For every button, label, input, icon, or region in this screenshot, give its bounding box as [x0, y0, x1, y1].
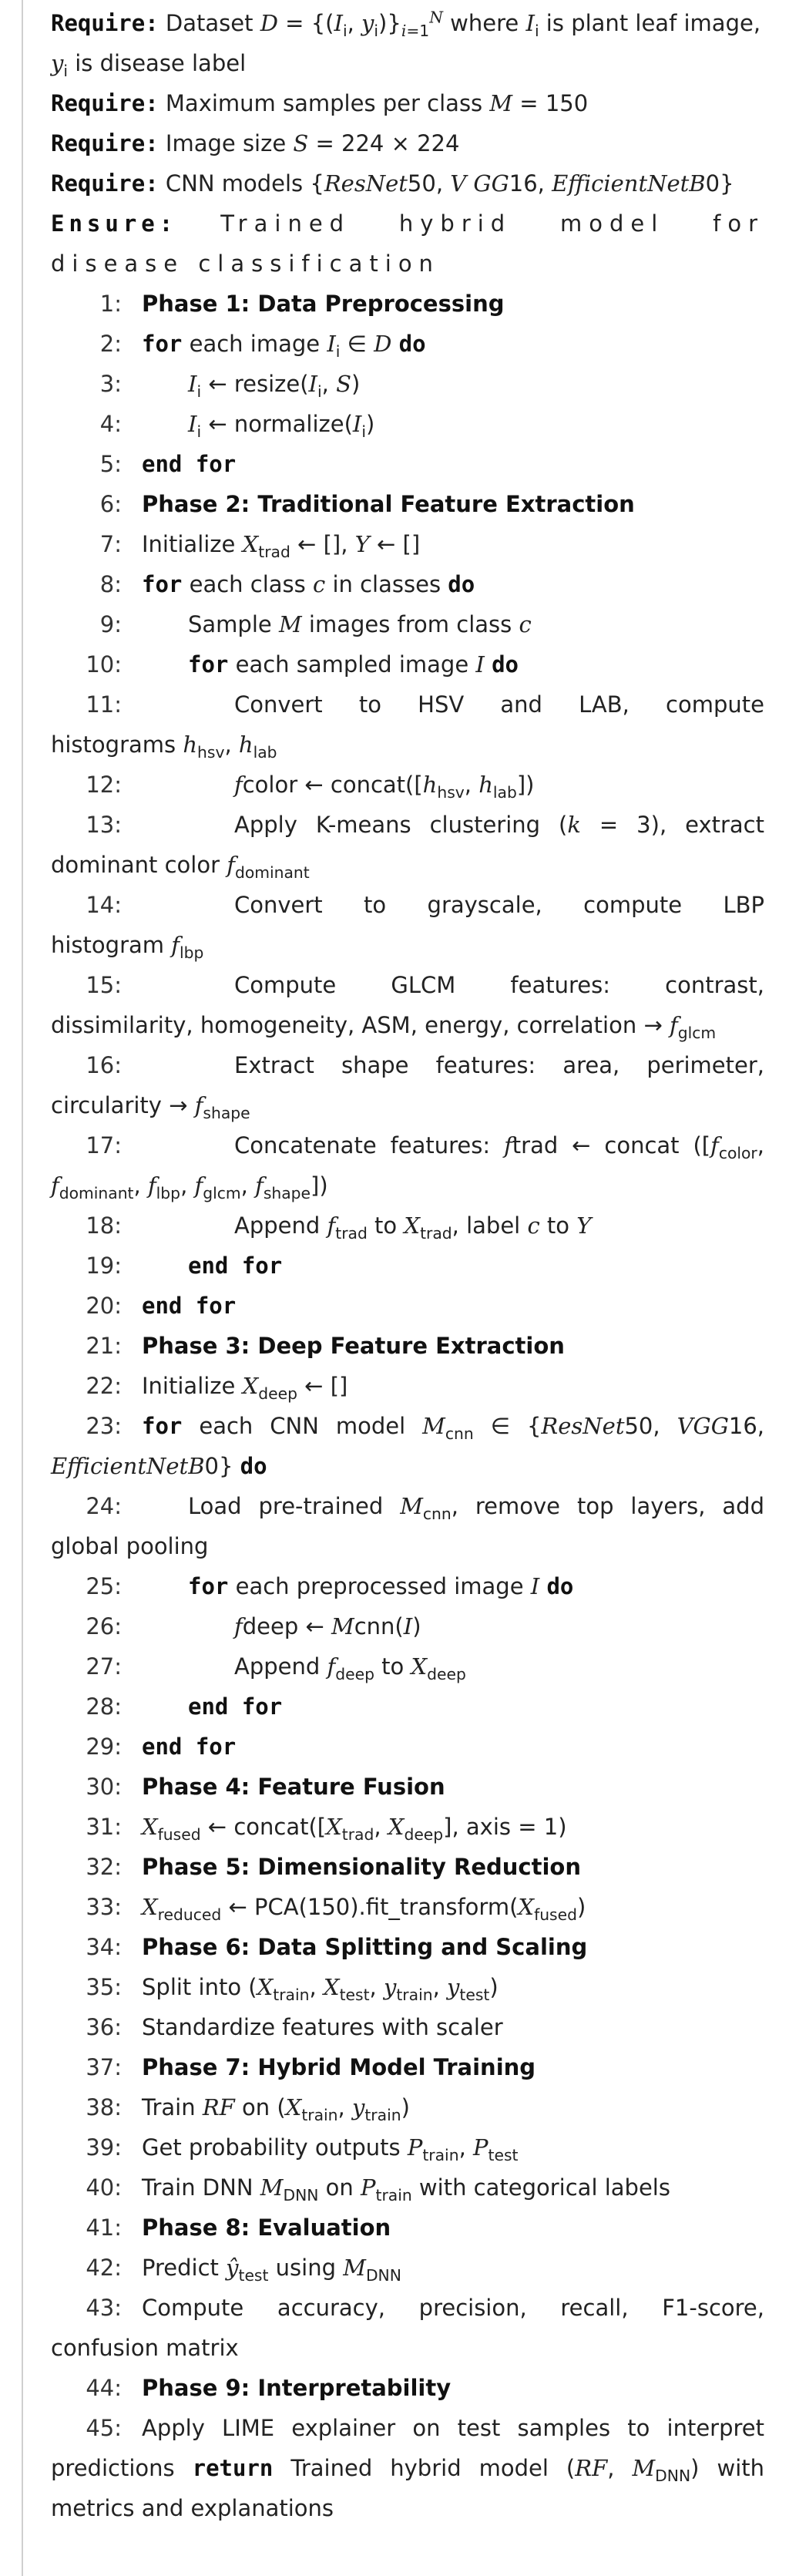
step-39: 39: Get probability outputs $P_{train}$, $P_{test}$ — [86, 2134, 519, 2164]
step-27: 27: Append $f_{deep}$ to $X_{deep}$ — [86, 1653, 466, 1683]
step-32: 32: Phase 5: Dimensionality Reduction — [86, 1854, 581, 1880]
step-25: 25: for each preprocessed image I do — [86, 1573, 574, 1599]
require-line-2: Require: Maximum samples per class M = 150 — [51, 90, 589, 116]
require-keyword: Require: — [51, 90, 159, 116]
step-24: 24: Load pre-trained $M_{cnn}$, remove top layers, add global pooling — [51, 1493, 764, 1559]
ensure-text: Trained hybrid model for disease classification — [51, 210, 764, 277]
step-7: 7: Initialize $X_{trad}$ ← [], Y ← [] — [99, 531, 421, 561]
step-42: 42: Predict $ŷ_{test}$ using $M_{DNN}$ — [86, 2255, 401, 2285]
step-14: 14: Convert to grayscale, compute LBP histogram $f_{lbp}$ — [51, 892, 764, 962]
step-4: 4: $I_i$ ← $normalize(I_i)$ — [99, 411, 375, 441]
require-line-1: Require: Dataset $D = \{(I_i$, $y_i)\}_{i=1}^N$ where $I_i$ is plant leaf image, $y_i$ is disease label — [51, 8, 761, 80]
ensure-keyword: Ensure: — [51, 210, 178, 237]
step-9: 9: Sample M images from class c — [99, 611, 532, 637]
step-6: 6: Phase 2: Traditional Feature Extraction — [99, 491, 635, 517]
require-line-4: Require: CNN models {ResNet50, V GG16, EfficientNetB0} — [51, 170, 734, 197]
step-20: 20: end for — [86, 1293, 237, 1319]
step-13: 13: Apply K-means clustering (k = 3), extract dominant color $f_{dominant}$ — [51, 812, 764, 882]
step-41: 41: Phase 8: Evaluation — [86, 2214, 391, 2241]
step-37: 37: Phase 7: Hybrid Model Training — [86, 2054, 536, 2080]
step-15: 15: Compute GLCM features: contrast, dissimilarity, homogeneity, ASM, energy, correlation → $f_{glcm}$ — [51, 972, 764, 1042]
step-44: 44: Phase 9: Interpretability — [86, 2375, 452, 2401]
step-45: 45: Apply LIME explainer on test samples to interpret predictions return Trained hybrid model (RF, $M_{DNN}$) with metrics and explanations — [51, 2415, 764, 2521]
step-17: 17: Concatenate features: ftrad ← concat ([$f_{color}$, $f_{dominant}$, $f_{lbp}$, $f_{glcm}$, $f_{shape}$]) — [51, 1132, 764, 1202]
step-21: 21: Phase 3: Deep Feature Extraction — [86, 1333, 565, 1359]
step-26: 26: fdeep ← Mcnn(I) — [86, 1613, 421, 1639]
require-keyword: Require: — [51, 130, 159, 156]
step-3: 3: $I_i$ ← $resize(I_i$, S) — [99, 371, 361, 401]
step-38: 38: Train RF on ($X_{train}$, $y_{train}$) — [86, 2094, 410, 2124]
ensure-line — [51, 203, 764, 284]
step-1: 1: Phase 1: Data Preprocessing — [99, 291, 505, 317]
algorithm-block — [22, 0, 780, 2576]
step-33: 33: $X_{reduced}$ ← $PCA(150).fit\_transform(X_{fused})$ — [86, 1894, 586, 1924]
step-8: 8: for each class c in classes do — [99, 571, 475, 597]
step-16: 16: Extract shape features: area, perimeter, circularity → $f_{shape}$ — [51, 1052, 764, 1122]
step-12: 12: fcolor ← $concat([h_{hsv}$, $h_{lab}$]) — [86, 772, 535, 802]
step-10: 10: for each sampled image I do — [86, 651, 519, 678]
require-keyword: Require: — [51, 170, 159, 197]
step-29: 29: end for — [86, 1734, 237, 1760]
step-31: 31: $X_{fused}$ ← $concat([X_{trad}$, $X_{deep}$], axis = 1) — [86, 1814, 567, 1844]
step-34: 34: Phase 6: Data Splitting and Scaling — [86, 1934, 588, 1960]
step-28: 28: end for — [86, 1693, 283, 1720]
step-11: 11: Convert to HSV and LAB, compute histograms $h_{hsv}$, $h_{lab}$ — [51, 691, 764, 762]
step-22: 22: Initialize $X_{deep}$ ← [] — [86, 1373, 348, 1403]
step-40: 40: Train DNN $M_{DNN}$ on $P_{train}$ with categorical labels — [86, 2174, 670, 2204]
step-5: 5: end for — [99, 451, 237, 477]
step-23: 23: for each CNN model $M_{cnn}$ ∈ {ResNet50, VGG16, EfficientNetB0} do — [51, 1413, 764, 1479]
step-19: 19: end for — [86, 1253, 283, 1279]
require-line-3: Require: Image size S = 224 × 224 — [51, 130, 460, 156]
step-18: 18: Append $f_{trad}$ to $X_{trad}$, label c to Y — [86, 1212, 592, 1243]
step-2: 2: for each image $I_i$ ∈ D do — [99, 331, 426, 361]
step-43: 43: Compute accuracy, precision, recall, F1-score, confusion matrix — [51, 2295, 764, 2361]
step-35: 35: Split into ($X_{train}$, $X_{test}$, $y_{train}$, $y_{test}$) — [86, 1974, 499, 2004]
require-keyword: Require: — [51, 10, 159, 36]
step-36: 36: Standardize features with scaler — [86, 2014, 503, 2040]
step-30: 30: Phase 4: Feature Fusion — [86, 1774, 445, 1800]
